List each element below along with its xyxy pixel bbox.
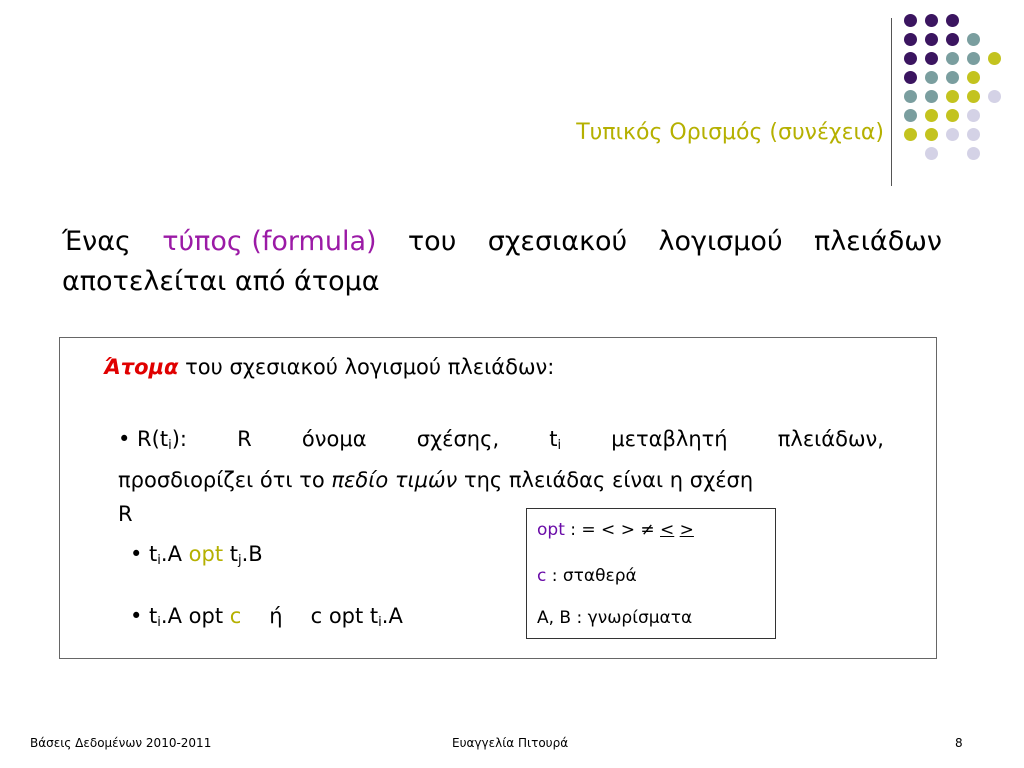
decorative-dot (967, 33, 980, 46)
atoms-heading (104, 355, 554, 379)
bullet-constant-atom (130, 604, 403, 630)
intro-line-1 (62, 222, 942, 262)
legend-le: < (660, 520, 675, 540)
bullet1-part: πλειάδων, (777, 427, 884, 451)
footer-page-number: 8 (955, 736, 963, 750)
decorative-dot (967, 71, 980, 84)
bullet3-sub: i (157, 615, 161, 630)
atoms-heading-rest: του σχεσιακού λογισμού πλειάδων: (185, 355, 555, 379)
bullet3-text: .A opt (160, 604, 230, 628)
bullet1-text: της πλειάδας είναι η σχέση (457, 468, 754, 492)
legend-c-text: : σταθερά (546, 566, 637, 586)
legend-operators-text: : = < > ≠ (564, 520, 660, 540)
footer-author: Ευαγγελία Πιτουρά (452, 736, 569, 750)
decorative-dot (904, 33, 917, 46)
decorative-dot (946, 71, 959, 84)
bullet1-part: R (237, 427, 252, 451)
decorative-dot (967, 147, 980, 160)
decorative-dot (946, 128, 959, 141)
bullet1-text: ): (171, 427, 187, 451)
bullet3-or: ή (269, 604, 283, 628)
intro-word: πλειάδων (813, 226, 942, 257)
slide-title: Τυπικός Ορισμός (συνέχεια) (576, 120, 884, 145)
atoms-word: Άτομα (104, 355, 179, 379)
decorative-dot (946, 90, 959, 103)
bullet2-sub: j (237, 553, 242, 568)
decorative-dot (967, 90, 980, 103)
decorative-dot (925, 147, 938, 160)
decorative-dot-grid (904, 14, 1004, 164)
decorative-dot (946, 109, 959, 122)
legend-operators (537, 520, 694, 540)
legend-opt-label: opt (537, 520, 565, 540)
bullet1-text: προσδιορίζει ότι το (118, 468, 332, 492)
decorative-dot (904, 14, 917, 27)
bullet1-emphasis: πεδίο τιμών (331, 468, 458, 492)
bullet2-opt: opt (188, 542, 224, 566)
bullet3-text: .A (381, 604, 403, 628)
bullet1-part: όνομα (301, 427, 367, 451)
intro-word: σχεσιακού (487, 226, 628, 257)
bullet1-sub: i (168, 438, 172, 453)
bullet1-row1 (118, 422, 884, 463)
intro-paragraph (62, 222, 942, 302)
decorative-dot (925, 52, 938, 65)
decorative-dot (904, 90, 917, 103)
intro-word: λογισμού (658, 226, 783, 257)
bullet3-sub: i (378, 615, 382, 630)
intro-word: Ένας (62, 226, 131, 257)
decorative-dot (904, 52, 917, 65)
bullet1-text: • R(t (118, 427, 169, 451)
decorative-dot (967, 128, 980, 141)
bullet1-part (118, 422, 187, 463)
bullet1-row2 (118, 463, 884, 497)
legend-constant (537, 566, 637, 586)
legend-ge: > (679, 520, 694, 540)
intro-formula-term: τύπος (formula) (162, 226, 377, 257)
bullet-comparison-atom (130, 542, 263, 568)
legend-attributes: A, B : γνωρίσματα (537, 608, 693, 628)
decorative-dot (925, 90, 938, 103)
decorative-dot (925, 109, 938, 122)
decorative-dot (925, 128, 938, 141)
decorative-dot (988, 52, 1001, 65)
bullet3-text: c opt t (310, 604, 379, 628)
bullet1-part: σχέσης, (416, 427, 500, 451)
bullet3-constant: c (229, 604, 242, 628)
bullet2-text: .B (241, 542, 263, 566)
decorative-dot (946, 33, 959, 46)
bullet2-text: • t (130, 542, 158, 566)
bullet2-text: t (223, 542, 238, 566)
decorative-dot (904, 109, 917, 122)
bullet1-part: μεταβλητή (611, 427, 728, 451)
bullet2-sub: i (157, 553, 161, 568)
bullet1-sub: i (557, 438, 562, 453)
decorative-dot (988, 90, 1001, 103)
title-divider-line (891, 18, 892, 186)
intro-word: του (407, 226, 457, 257)
bullet1-row3: R (118, 502, 133, 526)
decorative-dot (904, 71, 917, 84)
bullet1-part (549, 422, 561, 463)
decorative-dot (967, 52, 980, 65)
legend-c-label: c (537, 566, 547, 586)
decorative-dot (946, 52, 959, 65)
decorative-dot (925, 33, 938, 46)
decorative-dot (925, 14, 938, 27)
decorative-dot (967, 109, 980, 122)
bullet2-text: .A (160, 542, 189, 566)
bullet3-text: • t (130, 604, 158, 628)
decorative-dot (925, 71, 938, 84)
bullet1-text: t (549, 427, 558, 451)
footer-course: Βάσεις Δεδομένων 2010-2011 (30, 736, 212, 750)
decorative-dot (946, 14, 959, 27)
intro-line-2: αποτελείται από άτομα (62, 266, 380, 297)
decorative-dot (904, 128, 917, 141)
legend-box (526, 508, 776, 639)
